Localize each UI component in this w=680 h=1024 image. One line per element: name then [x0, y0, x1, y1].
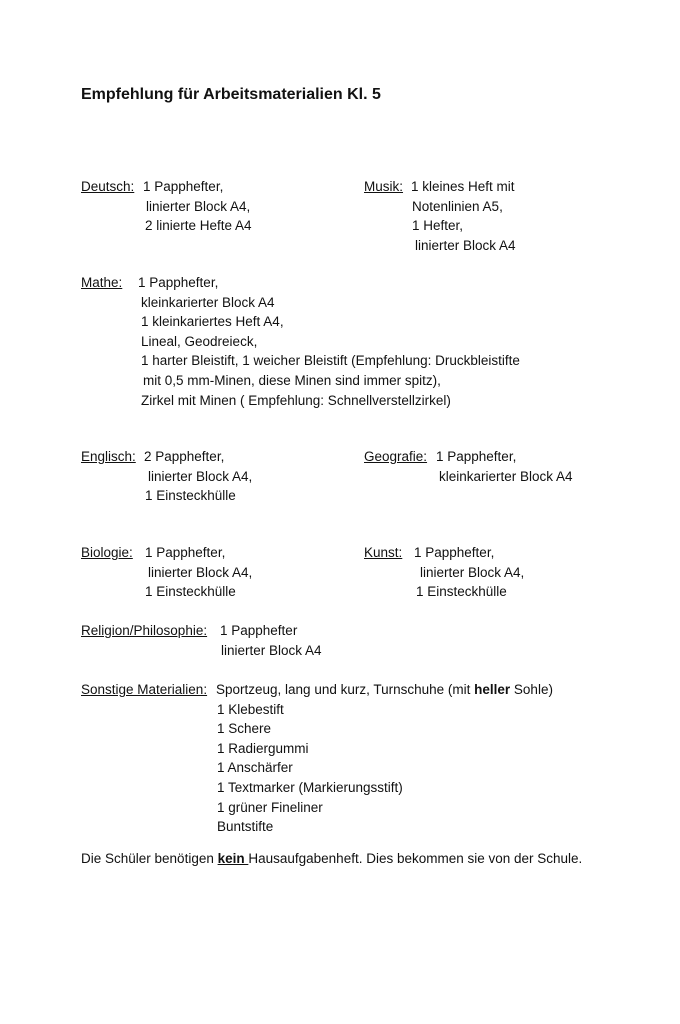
list-item: 1 Papphefter, — [143, 179, 224, 194]
list-item: 1 Radiergummi — [217, 740, 309, 756]
list-item: kleinkarierter Block A4 — [439, 468, 573, 484]
footer-note — [81, 851, 582, 866]
list-item: 1 Einsteckhülle — [145, 584, 236, 600]
list-item: 1 kleines Heft mit — [411, 179, 515, 194]
list-item: 1 grüner Fineliner — [217, 799, 323, 815]
list-item: Buntstifte — [217, 819, 274, 835]
list-item: linierter Block A4, — [420, 564, 525, 580]
list-item: 1 Papphefter, — [414, 545, 495, 560]
list-item: 1 Anschärfer — [217, 760, 293, 776]
section-label: Kunst: — [364, 545, 403, 560]
list-item: kleinkarierter Block A4 — [141, 294, 275, 310]
list-item: 1 Einsteckhülle — [145, 488, 236, 504]
list-item: linierter Block A4, — [148, 468, 253, 484]
list-item: 1 harter Bleistift, 1 weicher Bleistift (Empfehlung: Druckbleistifte — [141, 353, 520, 369]
list-item: linierter Block A4, — [148, 564, 253, 580]
section-label: Mathe: — [81, 275, 123, 290]
list-item: linierter Block A4 — [415, 237, 516, 253]
list-item: Lineal, Geodreieck, — [141, 333, 258, 349]
list-item: 1 Papphefter, — [436, 449, 517, 464]
list-item: 1 Schere — [217, 721, 272, 737]
note-text: Die Schüler benötigen — [81, 851, 218, 866]
list-item — [216, 680, 553, 700]
list-item: Notenlinien A5, — [412, 198, 503, 214]
page-title: Empfehlung für Arbeitsmaterialien Kl. 5 — [81, 86, 381, 103]
section-label: Biologie: — [81, 545, 133, 560]
list-item-text: Sohle) — [510, 682, 553, 697]
section-label: Sonstige Materialien: — [81, 682, 208, 697]
list-item-text: Sportzeug, lang und kurz, Turnschuhe (mit — [216, 682, 475, 697]
list-item: mit 0,5 mm-Minen, diese Minen sind immer spitz), — [143, 373, 441, 388]
list-item: 1 Papphefter — [220, 623, 298, 638]
section-label: Musik: — [364, 179, 404, 194]
section-label: Deutsch: — [81, 179, 135, 194]
list-item: linierter Block A4, — [146, 198, 251, 214]
emphasis-text: kein — [217, 851, 249, 866]
section-label: Religion/Philosophie: — [81, 623, 208, 638]
section-label: Geografie: — [364, 449, 428, 464]
list-item: 1 kleinkariertes Heft A4, — [141, 314, 284, 330]
list-item: 1 Papphefter, — [138, 275, 219, 290]
list-item: 2 linierte Hefte A4 — [145, 218, 252, 234]
list-item: 1 Textmarker (Markierungsstift) — [217, 780, 403, 795]
list-item: 1 Papphefter, — [145, 545, 226, 560]
section-label: Englisch: — [81, 449, 136, 464]
list-item: 2 Papphefter, — [144, 449, 225, 464]
emphasis-text: heller — [474, 682, 511, 697]
list-item: 1 Hefter, — [412, 218, 464, 234]
list-item: 1 Klebestift — [217, 701, 284, 717]
list-item: Zirkel mit Minen ( Empfehlung: Schnellverstellzirkel) — [141, 392, 451, 408]
list-item: linierter Block A4 — [221, 642, 322, 658]
list-item: 1 Einsteckhülle — [416, 584, 507, 600]
note-text: Hausaufgabenheft. Dies bekommen sie von der Schule. — [248, 851, 583, 866]
